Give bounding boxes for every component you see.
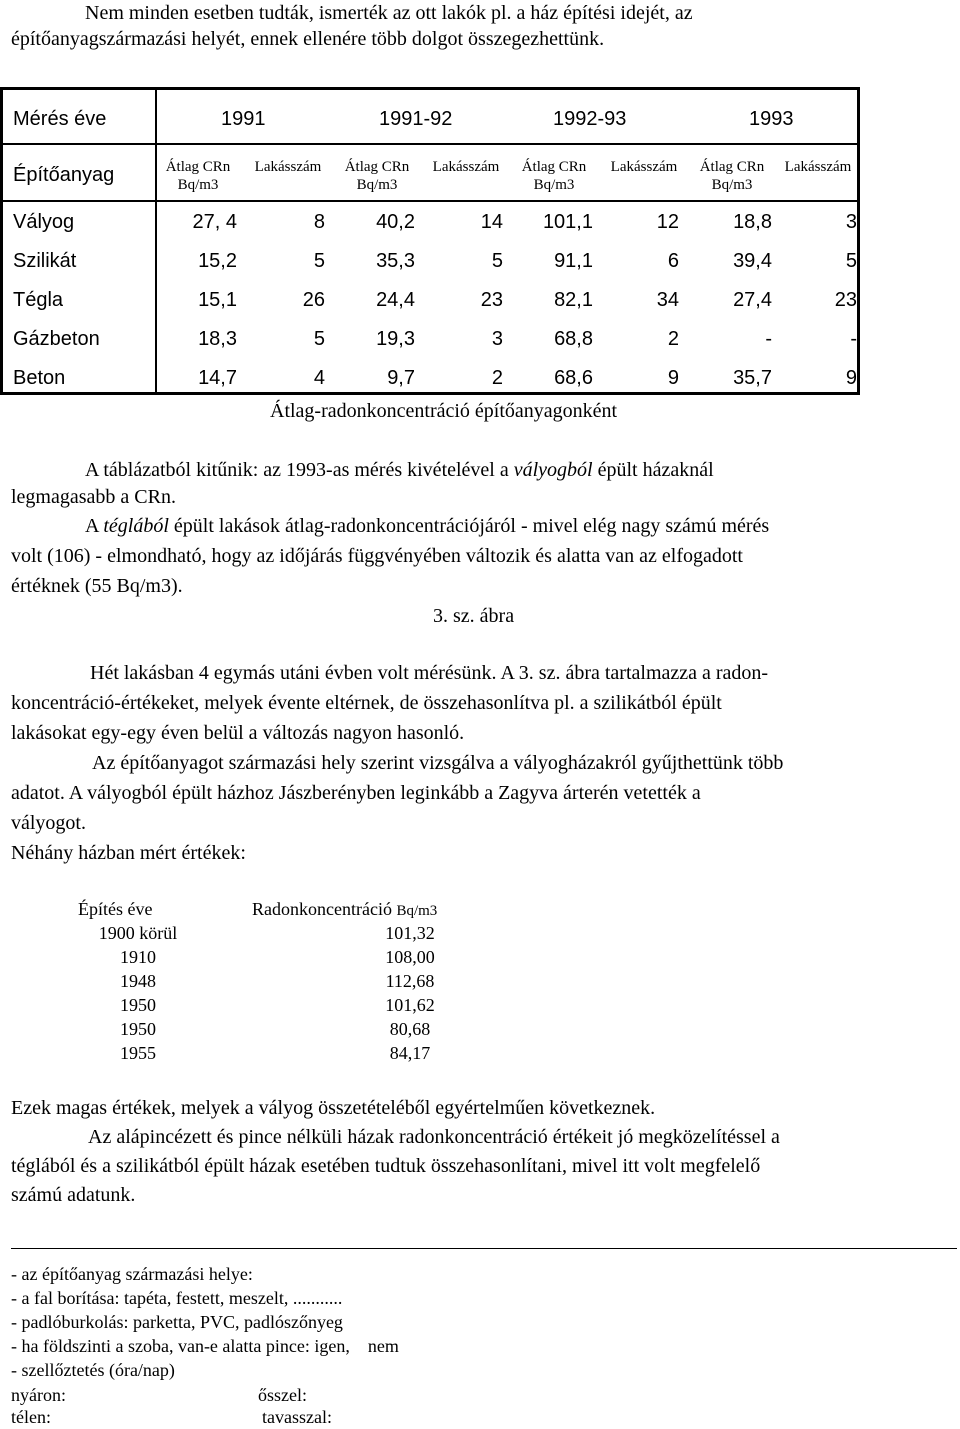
footnote-4: - ha földszinti a szoba, van-e alatta pince: igen, nem: [11, 1336, 399, 1356]
year-1993: 1993: [749, 108, 794, 130]
table-cell: 18,3: [198, 328, 237, 350]
table-cell: 5: [313, 250, 325, 272]
material-header: Építőanyag: [13, 164, 115, 186]
para5-line-4: számú adatunk.: [11, 1184, 136, 1206]
avg-header: Átlag CRn Bq/m3: [165, 159, 231, 193]
count-header: Lakásszám: [784, 159, 852, 175]
table-cell: 9: [845, 367, 857, 389]
footnote-summer: nyáron:: [11, 1385, 66, 1405]
build-year: 1910: [120, 947, 156, 967]
para4-line-3: vályogot.: [11, 812, 86, 834]
radon-value: 112,68: [385, 971, 435, 991]
build-year: 1955: [120, 1043, 156, 1063]
count-header: Lakásszám: [254, 159, 322, 175]
table-cell: 82,1: [554, 289, 593, 311]
para2-line-2: volt (106) - elmondható, hogy az időjárás függvényében változik és alatta van az elfogadott: [11, 545, 743, 567]
year-header: Mérés éve: [13, 108, 107, 130]
table-cell: 5: [313, 328, 325, 350]
para5-line-2: Az alápincézett és pince nélküli házak radonkoncentráció értékeit jó megközelítéssel a: [88, 1126, 780, 1148]
table-cell: 35,3: [376, 250, 415, 272]
table-cell: 8: [313, 211, 325, 233]
footnote-3: - padlóburkolás: parketta, PVC, padlószőnyeg: [11, 1312, 343, 1332]
count-header: Lakásszám: [432, 159, 500, 175]
radon-value: 101,62: [385, 995, 435, 1015]
table-cell: -: [850, 328, 857, 350]
table-row: [78, 993, 498, 1017]
table-cell: 9,7: [387, 367, 415, 389]
table-cell: 18,8: [733, 211, 772, 233]
para4-line-1: Az építőanyagot származási hely szerint vizsgálva a vályogházakról gyűjthettünk több: [92, 752, 784, 774]
build-year: 1900 körül: [98, 923, 178, 943]
table-row: [78, 969, 498, 993]
footnote-2: - a fal borítása: tapéta, festett, meszelt, ...........: [11, 1288, 343, 1308]
table-cell: 4: [313, 367, 325, 389]
para3-line-3: lakásokat egy-egy éven belül a változás nagyon hasonló.: [11, 722, 465, 744]
para5-line-3: téglából és a szilikátból épült házak esetében tudtuk összehasonlítani, mivel itt volt megfelelő: [11, 1155, 761, 1177]
table-cell: 23: [834, 289, 857, 311]
build-year: 1950: [120, 1019, 156, 1039]
para1-line-1: A táblázatból kitűnik: az 1993-as mérés kivételével a vályogból épült házaknál: [85, 459, 714, 481]
table-cell: 27,4: [733, 289, 772, 311]
footnote-spring: tavasszal:: [262, 1407, 332, 1427]
table-cell: 3: [845, 211, 857, 233]
row-label: Tégla: [13, 289, 64, 311]
avg-header: Átlag CRn Bq/m3: [344, 159, 410, 193]
para2-line-3: értéknek (55 Bq/m3).: [11, 575, 183, 597]
para3-line-2: koncentráció-értékeket, melyek évente eltérnek, de összehasonlítva pl. a szilikátból épült: [11, 692, 722, 714]
radon-value: 101,32: [385, 923, 435, 943]
table-cell: 9: [667, 367, 679, 389]
footnote-winter: télen:: [11, 1407, 51, 1427]
table-cell: 101,1: [542, 211, 593, 233]
table-cell: 91,1: [554, 250, 593, 272]
table-cell: 15,1: [198, 289, 237, 311]
row-label: Vályog: [13, 211, 75, 233]
table-cell: 68,6: [554, 367, 593, 389]
year-1992-93: 1992-93: [553, 108, 627, 130]
count-header: Lakásszám: [610, 159, 678, 175]
year-1991: 1991: [221, 108, 266, 130]
table-cell: 12: [656, 211, 679, 233]
table-cell: 6: [667, 250, 679, 272]
col-header-radon: Radonkoncentráció Bq/m3: [252, 899, 438, 919]
figure-reference: 3. sz. ábra: [433, 605, 515, 627]
table-cell: 27, 4: [192, 211, 237, 233]
radon-value: 80,68: [389, 1019, 431, 1039]
table-caption: Átlag-radonkoncentráció építőanyagonként: [270, 400, 618, 422]
para3-line-1: Hét lakásban 4 egymás utáni évben volt mérésünk. A 3. sz. ábra tartalmazza a radon-: [90, 662, 769, 684]
table-cell: 2: [491, 367, 503, 389]
row-label: Beton: [13, 367, 66, 389]
table-cell: 34: [656, 289, 679, 311]
footnote-5: - szellőztetés (óra/nap): [11, 1360, 175, 1380]
build-year: 1948: [120, 971, 156, 991]
table-cell: 35,7: [733, 367, 772, 389]
para4-line-4: Néhány házban mért értékek:: [11, 842, 246, 864]
table-cell: 14,7: [198, 367, 237, 389]
table-cell: 26: [302, 289, 325, 311]
table-cell: 19,3: [376, 328, 415, 350]
para2-line-1: A téglából épült lakások átlag-radonkoncentrációjáról - mivel elég nagy számú mérés: [85, 515, 770, 537]
year-1991-92: 1991-92: [379, 108, 453, 130]
table-cell: 5: [845, 250, 857, 272]
table-cell: 39,4: [733, 250, 772, 272]
table-row: [78, 945, 498, 969]
table-cell: 2: [667, 328, 679, 350]
col-header-year: Építés éve: [78, 899, 153, 919]
para5-line-1: Ezek magas értékek, melyek a vályog összetételéből egyértelműen következnek.: [11, 1097, 656, 1119]
table-cell: 5: [491, 250, 503, 272]
table-row: [78, 921, 498, 945]
table-cell: 3: [491, 328, 503, 350]
table-cell: 23: [480, 289, 503, 311]
para4-line-2: adatot. A vályogból épült házhoz Jászberényben leginkább a Zagyva árterén vetették a: [11, 782, 701, 804]
table-cell: -: [765, 328, 772, 350]
avg-header: Átlag CRn Bq/m3: [699, 159, 765, 193]
table-row: [78, 1041, 498, 1065]
para1-line-2: legmagasabb a CRn.: [11, 486, 176, 508]
footnote-divider: [11, 1248, 957, 1249]
table-cell: 15,2: [198, 250, 237, 272]
table-cell: 40,2: [376, 211, 415, 233]
build-year: 1950: [120, 995, 156, 1015]
radon-value: 108,00: [385, 947, 435, 967]
intro-line-2: építőanyagszármazási helyét, ennek ellenére több dolgot összegezhettünk.: [11, 28, 605, 50]
radon-value: 84,17: [389, 1043, 431, 1063]
table-cell: 68,8: [554, 328, 593, 350]
footnote-autumn: ősszel:: [258, 1385, 307, 1405]
intro-line-1: Nem minden esetben tudták, ismerték az ott lakók pl. a ház építési idejét, az: [85, 2, 693, 24]
radon-table: [0, 87, 860, 395]
table-row: [78, 1017, 498, 1041]
row-label: Gázbeton: [13, 328, 100, 350]
footnote-1: - az építőanyag származási helye:: [11, 1264, 253, 1284]
row-label: Szilikát: [13, 250, 77, 272]
table-cell: 24,4: [376, 289, 415, 311]
table-cell: 14: [480, 211, 503, 233]
avg-header: Átlag CRn Bq/m3: [521, 159, 587, 193]
